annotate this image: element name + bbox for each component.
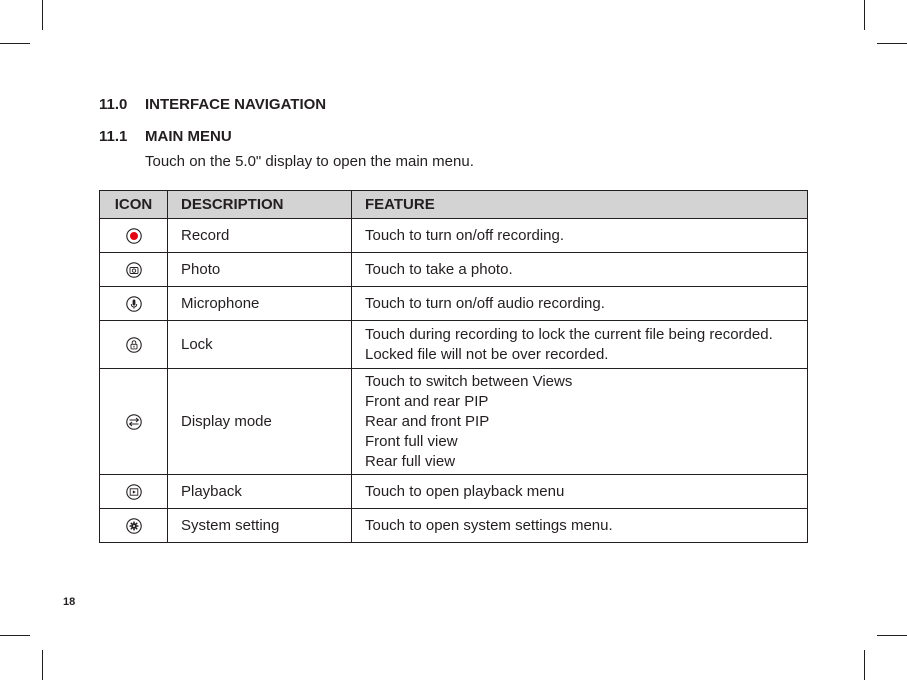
feature-line: Touch to open system settings menu. [365, 516, 613, 534]
feature-line: Front and rear PIP [365, 392, 489, 410]
feature-line: Touch during recording to lock the current file being recorded. [365, 325, 773, 343]
table-row [100, 321, 808, 369]
crop-mark [0, 635, 30, 636]
microphone-icon [126, 296, 142, 312]
feature-line: Touch to turn on/off audio recording. [365, 294, 605, 312]
feature-cell [352, 219, 808, 253]
feature-line: Front full view [365, 432, 458, 450]
description-cell: Lock [168, 321, 352, 369]
icon-cell [100, 509, 168, 543]
table-row [100, 509, 808, 543]
swap-arrows-icon [126, 414, 142, 430]
feature-cell [352, 287, 808, 321]
intro-text: Touch on the 5.0" display to open the main menu. [145, 153, 474, 170]
crop-mark [877, 43, 907, 44]
icon-cell [100, 253, 168, 287]
icon-cell [100, 219, 168, 253]
description-cell: Record [168, 219, 352, 253]
header-feature: FEATURE [352, 191, 808, 219]
record-icon [126, 228, 142, 244]
description-cell: Photo [168, 253, 352, 287]
description-cell: Playback [168, 475, 352, 509]
feature-line: Touch to turn on/off recording. [365, 226, 565, 244]
description-cell: Display mode [168, 369, 352, 475]
section-number: 11.0 [99, 96, 128, 113]
feature-cell [352, 475, 808, 509]
icon-cell [100, 321, 168, 369]
feature-cell [352, 321, 808, 369]
crop-mark [0, 43, 30, 44]
crop-mark [877, 635, 907, 636]
gear-icon [126, 518, 142, 534]
icon-cell [100, 287, 168, 321]
header-icon: ICON [100, 191, 168, 219]
table-row [100, 475, 808, 509]
feature-line: Touch to take a photo. [365, 260, 513, 278]
section-number: 11.1 [99, 128, 128, 145]
feature-line: Rear and front PIP [365, 412, 490, 430]
crop-mark [42, 650, 43, 680]
description-cell: Microphone [168, 287, 352, 321]
camera-icon [126, 262, 142, 278]
header-description: DESCRIPTION [168, 191, 352, 219]
description-cell: System setting [168, 509, 352, 543]
crop-mark [864, 650, 865, 680]
crop-mark [42, 0, 43, 30]
feature-line: Rear full view [365, 452, 456, 470]
feature-cell [352, 253, 808, 287]
navigation-table [99, 190, 808, 543]
icon-cell [100, 475, 168, 509]
playback-icon [126, 484, 142, 500]
feature-line: Touch to open playback menu [365, 482, 565, 500]
table-row [100, 219, 808, 253]
feature-line: Touch to switch between Views [365, 372, 573, 390]
table-row [100, 287, 808, 321]
crop-mark [864, 0, 865, 30]
table-row [100, 253, 808, 287]
section-title: MAIN MENU [145, 128, 232, 145]
icon-cell [100, 369, 168, 475]
lock-icon [126, 337, 142, 353]
feature-line: Locked file will not be over recorded. [365, 345, 609, 363]
table-header-row [100, 191, 808, 219]
table-row [100, 369, 808, 475]
feature-cell [352, 369, 808, 475]
feature-cell [352, 509, 808, 543]
section-title: INTERFACE NAVIGATION [145, 96, 327, 113]
page-number: 18 [63, 596, 76, 608]
